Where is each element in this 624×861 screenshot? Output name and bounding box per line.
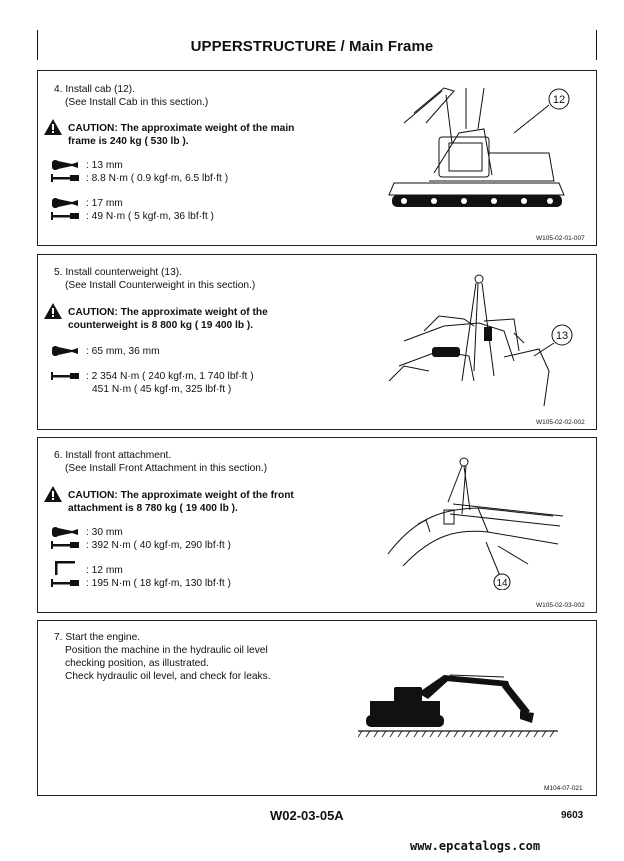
step-4-caution-line-1: CAUTION: The approximate weight of the main: [68, 123, 295, 134]
wrench-icon: [50, 159, 80, 171]
step-6-spec-3: : 12 mm: [86, 565, 123, 576]
step-6-title: 6. Install front attachment.: [54, 450, 172, 461]
step-7-box: [37, 620, 597, 796]
step-7-line-4: Check hydraulic oil level, and check for leaks.: [65, 671, 271, 682]
callout-13: 13: [555, 330, 569, 342]
footer-website-link[interactable]: www.epcatalogs.com: [410, 839, 541, 853]
footer-page-number: 9603: [561, 810, 584, 821]
step-5-note: (See Install Counterweight in this section.): [65, 280, 256, 291]
step-6-figure-code: W105-02-03-002: [536, 602, 585, 609]
excavator-oil-check-position-illustration: [358, 665, 574, 745]
step-5-figure-code: W105-02-02-002: [536, 419, 585, 426]
front-attachment-install-illustration: [378, 454, 574, 590]
wrench-icon: [50, 526, 80, 538]
step-6-caution-line-1: CAUTION: The approximate weight of the front: [68, 490, 294, 501]
step-6-box: [37, 437, 597, 613]
hex-key-icon: [54, 560, 76, 576]
step-5-box: [37, 254, 597, 430]
step-4-title: 4. Install cab (12).: [54, 84, 135, 95]
step-4-spec-2: : 8.8 N·m ( 0.9 kgf·m, 6.5 lbf·ft ): [86, 173, 229, 184]
step-4-spec-1: : 13 mm: [86, 160, 123, 171]
step-4-spec-3: : 17 mm: [86, 198, 123, 209]
callout-12: 12: [552, 94, 566, 106]
wrench-icon: [50, 197, 80, 209]
counterweight-install-illustration: [384, 271, 574, 407]
step-6-note: (See Install Front Attachment in this section.): [65, 463, 268, 474]
step-4-spec-4: : 49 N·m ( 5 kgf·m, 36 lbf·ft ): [86, 211, 214, 222]
step-7-title: 7. Start the engine.: [54, 632, 141, 643]
step-6-spec-4: : 195 N·m ( 18 kgf·m, 130 lbf·ft ): [86, 578, 231, 589]
step-5-caution-line-2: counterweight is 8 800 kg ( 19 400 lb ).: [68, 320, 254, 331]
step-4-box: [37, 70, 597, 246]
step-7-figure-code: M104-07-021: [544, 785, 583, 792]
footer-document-code: W02-03-05A: [270, 808, 344, 823]
torque-wrench-icon: [50, 210, 80, 222]
step-5-spec-1: : 65 mm, 36 mm: [86, 346, 160, 357]
step-6-caution-line-2: attachment is 8 780 kg ( 19 400 lb ).: [68, 503, 238, 514]
step-4-note: (See Install Cab in this section.): [65, 97, 209, 108]
step-7-line-3: checking position, as illustrated.: [65, 658, 209, 669]
torque-wrench-icon: [50, 577, 80, 589]
torque-wrench-icon: [50, 172, 80, 184]
warning-triangle-icon: [44, 303, 62, 319]
step-5-spec-3: 451 N·m ( 45 kgf·m, 325 lbf·ft ): [92, 384, 232, 395]
step-5-title: 5. Install counterweight (13).: [54, 267, 182, 278]
wrench-icon: [50, 345, 80, 357]
step-5-spec-2: : 2 354 N·m ( 240 kgf·m, 1 740 lbf·ft ): [86, 371, 254, 382]
page-title: UPPERSTRUCTURE / Main Frame: [190, 38, 434, 55]
callout-14: 14: [496, 578, 508, 589]
torque-wrench-icon: [50, 539, 80, 551]
step-5-caution-line-1: CAUTION: The approximate weight of the: [68, 307, 268, 318]
step-4-figure-code: W105-02-01-007: [536, 235, 585, 242]
warning-triangle-icon: [44, 486, 62, 502]
step-7-line-2: Position the machine in the hydraulic oil level: [65, 645, 268, 656]
step-6-spec-1: : 30 mm: [86, 527, 123, 538]
cab-install-illustration: [374, 83, 574, 215]
step-4-caution-line-2: frame is 240 kg ( 530 lb ).: [68, 136, 189, 147]
warning-triangle-icon: [44, 119, 62, 135]
step-6-spec-2: : 392 N·m ( 40 kgf·m, 290 lbf·ft ): [86, 540, 231, 551]
torque-wrench-icon: [50, 370, 80, 382]
